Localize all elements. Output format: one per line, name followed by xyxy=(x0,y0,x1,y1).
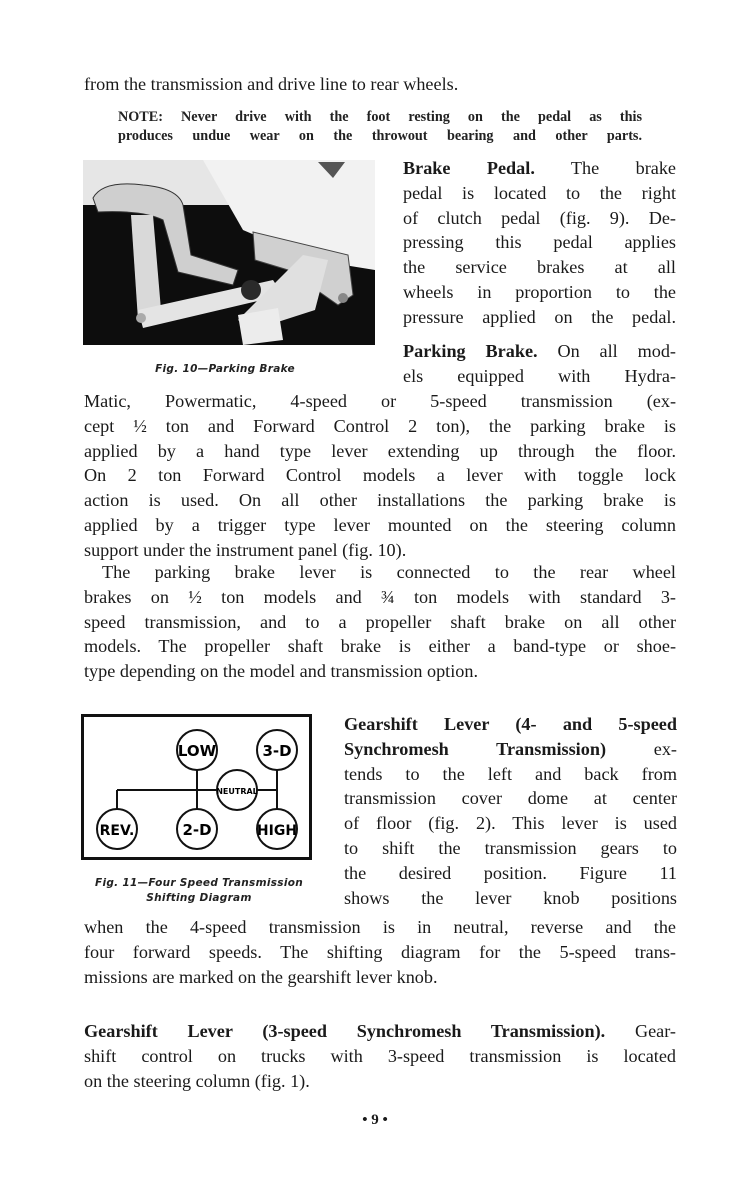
gearshift-heading-line xyxy=(344,737,677,762)
gearshift-line: missions are marked on the gearshift lever knob. xyxy=(84,966,438,987)
gearshift-3-heading: Gearshift Lever (3-speed Synchromesh Transmission). xyxy=(84,1021,606,1041)
gearshift-heading-line: Gearshift Lever (4- and 5-speed xyxy=(344,714,677,734)
brake-pedal-text: The brake xyxy=(534,158,676,178)
gearshift-line: to shift the transmission gears to xyxy=(344,837,677,858)
gearshift-line: four forward speeds. The shifting diagram for the 5-speed trans- xyxy=(84,941,676,962)
gearshift-3-text: Gear- xyxy=(605,1021,676,1041)
paragraph-line: speed transmission, and to a propeller shaft brake on all other xyxy=(84,611,676,632)
gearshift-line: shows the lever knob positions xyxy=(344,887,677,908)
note-line: NOTE: Never drive with the foot resting on the pedal as this xyxy=(118,109,642,125)
gearshift-3-line: on the steering column (fig. 1). xyxy=(84,1070,310,1091)
svg-text:LOW: LOW xyxy=(177,742,217,760)
svg-text:NEUTRAL: NEUTRAL xyxy=(216,787,258,796)
parking-brake-line: On 2 ton Forward Control models a lever with toggle lock xyxy=(84,465,676,486)
parking-brake-side xyxy=(403,339,676,389)
gearshift-text: ex- xyxy=(606,738,677,759)
figure-11-caption-line1: Fig. 11—Four Speed Transmission xyxy=(94,877,304,889)
figure-11-caption xyxy=(78,876,320,906)
gearshift-3-line: shift control on trucks with 3-speed transmission is located xyxy=(84,1045,676,1066)
gear-neutral xyxy=(216,770,258,810)
brake-pedal-line xyxy=(403,156,676,181)
brake-pedal-line: of clutch pedal (fig. 9). De- xyxy=(403,207,676,228)
note-block xyxy=(118,108,642,146)
parking-brake-photo xyxy=(83,160,375,345)
parking-brake-line: cept ½ ton and Forward Control 2 ton), the parking brake is xyxy=(84,415,676,436)
brake-pedal-line: pressing this pedal applies xyxy=(403,232,676,253)
gearshift-line: when the 4-speed transmission is in neutral, reverse and the xyxy=(84,917,676,937)
gearshift-4-5-body xyxy=(84,915,676,989)
gearshift-line: transmission cover dome at center xyxy=(344,788,677,809)
gearshift-4-5-section xyxy=(344,712,677,910)
note-line: produces undue wear on the throwout bearing and other parts. xyxy=(118,128,642,144)
gearshift-3-line xyxy=(84,1019,676,1044)
gear-low xyxy=(177,730,217,770)
parking-brake-heading: Parking Brake. xyxy=(403,341,538,361)
gearshift-heading: Synchromesh Transmission) xyxy=(344,738,607,759)
gear-second xyxy=(177,809,217,849)
svg-text:REV.: REV. xyxy=(99,823,135,839)
parking-brake-line: applied by a trigger type lever mounted on the steering column xyxy=(84,514,676,535)
figure-10-caption: Fig. 10—Parking Brake xyxy=(155,363,295,375)
page-number: • 9 • xyxy=(362,1112,388,1128)
parking-brake-line: Matic, Powermatic, 4-speed or 5-speed transmission (ex- xyxy=(84,391,676,411)
paragraph-line: type depending on the model and transmission option. xyxy=(84,661,479,682)
gear-reverse xyxy=(97,809,137,849)
brake-pedal-section xyxy=(403,156,676,330)
parking-brake-line: support under the instrument panel (fig. 10). xyxy=(84,539,407,560)
parking-brake-line: action is used. On all other installations the parking brake is xyxy=(84,490,676,511)
gearshift-line: tends to the left and back from xyxy=(344,763,677,784)
brake-pedal-line: wheels in proportion to the xyxy=(403,281,676,302)
gearshift-line: of floor (fig. 2). This lever is used xyxy=(344,813,677,834)
gearshift-3-section xyxy=(84,1019,676,1093)
gearshift-line: the desired position. Figure 11 xyxy=(344,862,677,883)
parking-brake-line: els equipped with Hydra- xyxy=(403,365,676,386)
parking-brake-text: On all mod- xyxy=(537,341,676,361)
intro-text: from the transmission and drive line to rear wheels. xyxy=(84,74,459,94)
paragraph-line: The parking brake lever is connected to the rear wheel xyxy=(102,562,676,582)
parking-brake-line xyxy=(403,339,676,364)
parking-brake-lever-paragraph xyxy=(84,560,676,684)
shifting-diagram xyxy=(81,714,312,860)
paragraph-line: models. The propeller shaft brake is either a band-type or shoe- xyxy=(84,636,676,657)
parking-brake-line: applied by a hand type lever extending up through the floor. xyxy=(84,440,676,461)
svg-text:2-D: 2-D xyxy=(182,821,212,839)
brake-pedal-heading: Brake Pedal. xyxy=(403,158,535,178)
svg-text:HIGH: HIGH xyxy=(256,823,298,839)
paragraph-line: brakes on ½ ton models and ¾ ton models with standard 3- xyxy=(84,586,676,607)
parking-brake-body xyxy=(84,389,676,563)
brake-pedal-line: pedal is located to the right xyxy=(403,182,676,203)
parking-brake-image-icon xyxy=(83,160,375,345)
gear-high xyxy=(257,809,297,849)
svg-text:3-D: 3-D xyxy=(262,742,292,760)
gear-third xyxy=(257,730,297,770)
intro-line xyxy=(84,72,684,97)
brake-pedal-line: the service brakes at all xyxy=(403,257,676,278)
figure-11-caption-line2: Shifting Diagram xyxy=(146,892,252,904)
brake-pedal-line: pressure applied on the pedal. xyxy=(403,306,676,327)
